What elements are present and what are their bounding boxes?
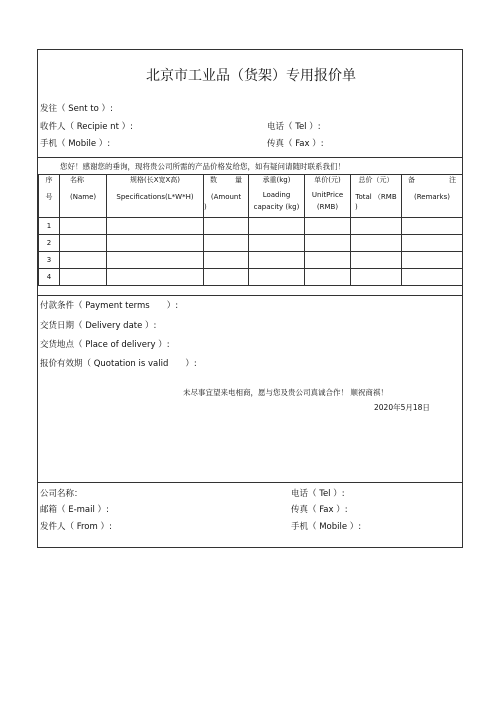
- sent-to-label: 发往（ Sent to ）:: [40, 104, 113, 114]
- greeting-text: 您好！感谢您的垂询，现将贵公司所需的产品价格发给您，如有疑问请随时联系我们！: [60, 162, 345, 171]
- header-qty: 数 量 (Amount ): [204, 175, 249, 218]
- footer-mobile-label: 手机（ Mobile ）:: [291, 522, 362, 532]
- footer-fax-label: 传真（ Fax ）:: [291, 505, 348, 515]
- fax-label: 传真（ Fax ）:: [267, 139, 324, 149]
- tel-label: 电话（ Tel ）:: [267, 122, 321, 132]
- table-row: [39, 235, 463, 252]
- items-table: [38, 174, 463, 286]
- mobile-label: 手机（ Mobile ）:: [40, 139, 111, 149]
- validity-label: 报价有效期（ Quotation is valid ）:: [40, 359, 197, 369]
- company-name-label: 公司名称：: [40, 489, 83, 499]
- header-spec: 规格(长X宽X高) Specifications(L*W*H): [107, 175, 204, 218]
- from-label: 发件人（ From ）:: [40, 522, 112, 532]
- header-total: 总价（元） Total （RMB ): [351, 175, 402, 218]
- header-unit-price: 单价(元) UnitPrice (RMB): [305, 175, 351, 218]
- quote-date: 2020年5月18日: [374, 403, 430, 412]
- header-name: 名称 (Name): [60, 175, 107, 218]
- divider: [38, 157, 462, 158]
- row-number: 2: [39, 235, 60, 252]
- header-remarks: 备 注 (Remarks): [402, 175, 463, 218]
- header-load: 承重(kg) Loading capacity (kg): [249, 175, 305, 218]
- divider: [38, 482, 462, 483]
- quotation-form: [37, 49, 463, 548]
- delivery-place-label: 交货地点（ Place of delivery ）:: [40, 340, 170, 350]
- row-number: 1: [39, 218, 60, 235]
- header-no: 序 号: [39, 175, 60, 218]
- footer-tel-label: 电话（ Tel ）:: [291, 489, 345, 499]
- table-row: [39, 269, 463, 286]
- form-title: 北京市工业品（货架）专用报价单: [146, 68, 356, 84]
- payment-terms-label: 付款条件（ Payment terms ）:: [40, 301, 179, 311]
- table-row: [39, 252, 463, 269]
- row-number: 3: [39, 252, 60, 269]
- delivery-date-label: 交货日期（ Delivery date ）:: [40, 321, 157, 331]
- table-row: [39, 218, 463, 235]
- closing-text: 未尽事宜望来电相商，愿与您及贵公司真诚合作！ 顺祝商祺！: [183, 388, 388, 397]
- recipient-label: 收件人（ Recipie nt ）:: [40, 122, 133, 132]
- row-number: 4: [39, 269, 60, 286]
- table-header-row: [39, 175, 463, 218]
- email-label: 邮箱（ E-mail ）:: [40, 505, 109, 515]
- divider: [38, 295, 462, 296]
